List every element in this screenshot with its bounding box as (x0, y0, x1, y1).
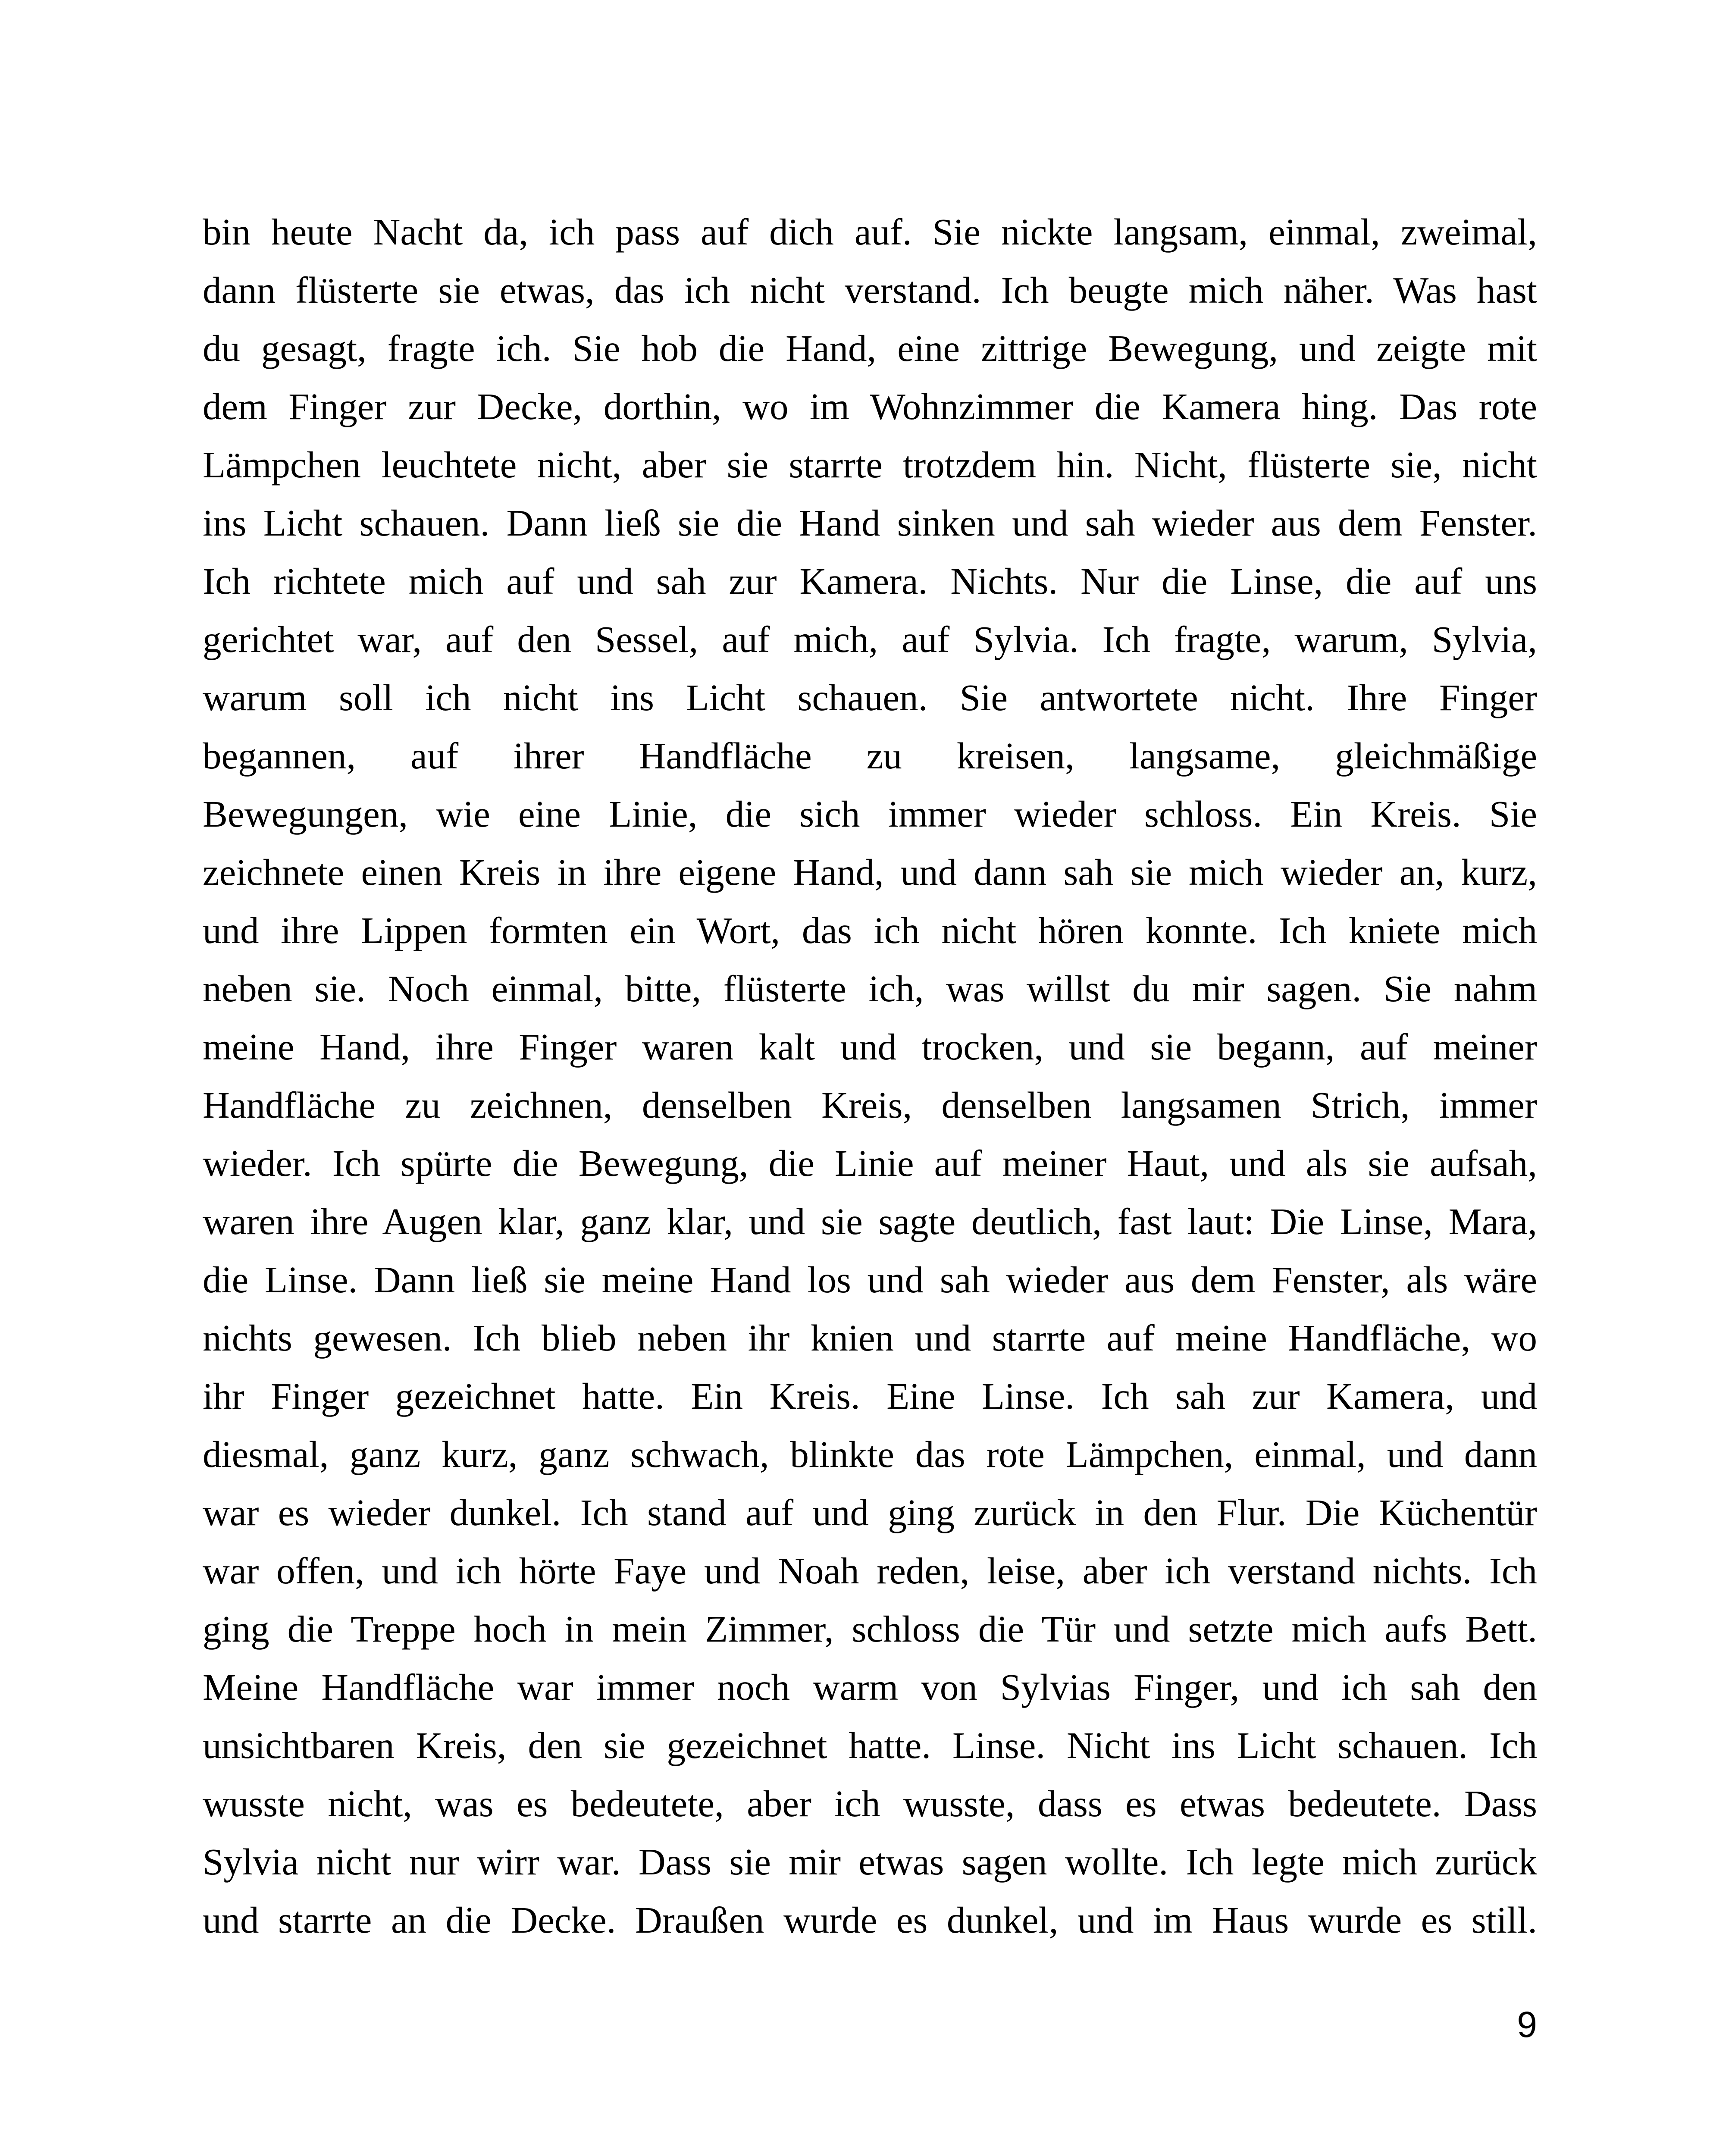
text-line: zeichnete einen Kreis in ihre eigene Hand, und dann sah sie mich wieder an, kurz, (203, 851, 1537, 893)
text-line: die Linse. Dann ließ sie meine Hand los und sah wieder aus dem Fenster, als wäre (203, 1259, 1537, 1300)
text-line: waren ihre Augen klar, ganz klar, und sie sagte deutlich, fast laut: Die Linse, Mara, (203, 1200, 1537, 1242)
text-line: neben sie. Noch einmal, bitte, flüsterte ich, was willst du mir sagen. Sie nahm (203, 968, 1537, 1009)
text-line: wusste nicht, was es bedeutete, aber ich wusste, dass es etwas bedeutete. Dass (203, 1783, 1537, 1824)
text-line: begannen, auf ihrer Handfläche zu kreisen, langsame, gleichmäßige (203, 735, 1537, 777)
text-line: Ich richtete mich auf und sah zur Kamera. Nichts. Nur die Linse, die auf uns (203, 560, 1537, 602)
text-line: unsichtbaren Kreis, den sie gezeichnet hatte. Linse. Nicht ins Licht schauen. Ich (203, 1724, 1537, 1766)
text-line: Meine Handfläche war immer noch warm von Sylvias Finger, und ich sah den (203, 1666, 1537, 1708)
text-line: ihr Finger gezeichnet hatte. Ein Kreis. Eine Linse. Ich sah zur Kamera, und (203, 1375, 1537, 1417)
page-number: 9 (1517, 2004, 1537, 2045)
text-line: du gesagt, fragte ich. Sie hob die Hand, eine zittrige Bewegung, und zeigte mit (203, 327, 1537, 369)
text-line: und starrte an die Decke. Draußen wurde es dunkel, und im Haus wurde es still. (203, 1899, 1537, 1941)
text-line: diesmal, ganz kurz, ganz schwach, blinkte das rote Lämpchen, einmal, und dann (203, 1433, 1537, 1475)
text-line: Bewegungen, wie eine Linie, die sich immer wieder schloss. Ein Kreis. Sie (203, 793, 1537, 835)
text-line: meine Hand, ihre Finger waren kalt und trocken, und sie begann, auf meiner (203, 1026, 1537, 1068)
text-line: Lämpchen leuchtete nicht, aber sie starrte trotzdem hin. Nicht, flüsterte sie, nicht (203, 444, 1537, 486)
text-line: und ihre Lippen formten ein Wort, das ich nicht hören konnte. Ich kniete mich (203, 909, 1537, 951)
text-line: gerichtet war, auf den Sessel, auf mich, auf Sylvia. Ich fragte, warum, Sylvia, (203, 618, 1537, 660)
text-line: ging die Treppe hoch in mein Zimmer, schloss die Tür und setzte mich aufs Bett. (203, 1608, 1537, 1650)
body-text (203, 203, 1537, 1949)
text-line: warum soll ich nicht ins Licht schauen. Sie antwortete nicht. Ihre Finger (203, 677, 1537, 718)
text-line: Handfläche zu zeichnen, denselben Kreis, denselben langsamen Strich, immer (203, 1084, 1537, 1126)
text-line: war es wieder dunkel. Ich stand auf und ging zurück in den Flur. Die Küchentür (203, 1492, 1537, 1533)
text-line: Sylvia nicht nur wirr war. Dass sie mir etwas sagen wollte. Ich legte mich zurück (203, 1841, 1537, 1883)
text-line: dem Finger zur Decke, dorthin, wo im Wohnzimmer die Kamera hing. Das rote (203, 385, 1537, 427)
text-line: ins Licht schauen. Dann ließ sie die Hand sinken und sah wieder aus dem Fenster. (203, 502, 1537, 544)
text-line: wieder. Ich spürte die Bewegung, die Linie auf meiner Haut, und als sie aufsah, (203, 1142, 1537, 1184)
text-line: nichts gewesen. Ich blieb neben ihr knien und starrte auf meine Handfläche, wo (203, 1317, 1537, 1359)
text-line: bin heute Nacht da, ich pass auf dich auf. Sie nickte langsam, einmal, zweimal, (203, 211, 1537, 253)
text-line: dann flüsterte sie etwas, das ich nicht verstand. Ich beugte mich näher. Was hast (203, 269, 1537, 311)
text-line: war offen, und ich hörte Faye und Noah reden, leise, aber ich verstand nichts. Ich (203, 1550, 1537, 1592)
